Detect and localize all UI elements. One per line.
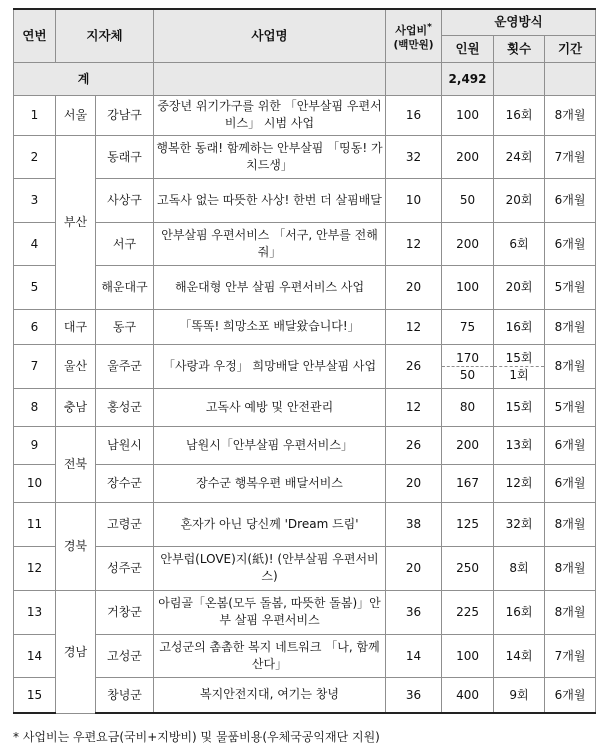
row-period: 5개월 xyxy=(545,388,596,426)
total-label: 계 xyxy=(14,62,154,95)
row-province: 경남 xyxy=(56,590,96,713)
row-people: 200 xyxy=(442,222,494,265)
row-province: 서울 xyxy=(56,95,96,135)
row-count: 15회 xyxy=(494,388,545,426)
row-no: 10 xyxy=(14,464,56,502)
row-budget: 32 xyxy=(386,135,442,178)
row-period: 7개월 xyxy=(545,135,596,178)
row-province: 울산 xyxy=(56,344,96,388)
table-row xyxy=(14,309,596,344)
col-header-no: 연번 xyxy=(14,9,56,62)
row-city: 해운대구 xyxy=(96,265,154,309)
row-budget: 16 xyxy=(386,95,442,135)
row-city: 사상구 xyxy=(96,178,154,222)
row-province: 부산 xyxy=(56,135,96,309)
row-city: 동구 xyxy=(96,309,154,344)
row-project: 고독사 없는 따뜻한 사상! 한번 더 살핌배달 xyxy=(154,178,386,222)
total-count xyxy=(494,62,545,95)
row-province: 경북 xyxy=(56,502,96,590)
table-row xyxy=(14,502,596,546)
row-project: 아림골「온봄(모두 돌봄, 따뜻한 돌봄)」안부 살핌 우편서비스 xyxy=(154,590,386,634)
row-budget: 14 xyxy=(386,634,442,677)
row-people-split xyxy=(442,344,494,388)
row-people: 400 xyxy=(442,677,494,713)
row-project: 「똑똑! 희망소포 배달왔습니다!」 xyxy=(154,309,386,344)
row-people: 167 xyxy=(442,464,494,502)
col-header-count: 횟수 xyxy=(494,35,545,62)
row-people: 200 xyxy=(442,135,494,178)
row-period: 6개월 xyxy=(545,178,596,222)
row-period: 8개월 xyxy=(545,590,596,634)
table-row xyxy=(14,464,596,502)
row-budget: 20 xyxy=(386,464,442,502)
row-people: 80 xyxy=(442,388,494,426)
row-count: 16회 xyxy=(494,309,545,344)
row-budget: 38 xyxy=(386,502,442,546)
row-people: 170 xyxy=(456,350,479,365)
table-row xyxy=(14,388,596,426)
row-people: 125 xyxy=(442,502,494,546)
row-city: 고성군 xyxy=(96,634,154,677)
table-row xyxy=(14,265,596,309)
col-header-project: 사업명 xyxy=(154,9,386,62)
row-project: 행복한 동래! 함께하는 안부살핌 「띵동! 가치드생」 xyxy=(154,135,386,178)
row-project: 혼자가 아닌 당신께 'Dream 드림' xyxy=(154,502,386,546)
row-people: 75 xyxy=(442,309,494,344)
row-period: 8개월 xyxy=(545,309,596,344)
budget-label: 사업비* xyxy=(395,21,432,37)
row-count: 8회 xyxy=(494,546,545,590)
total-period xyxy=(545,62,596,95)
row-province: 전북 xyxy=(56,426,96,502)
row-period: 8개월 xyxy=(545,546,596,590)
table-row xyxy=(14,546,596,590)
row-project: 남원시「안부살핌 우편서비스」 xyxy=(154,426,386,464)
row-count: 14회 xyxy=(494,634,545,677)
table-row xyxy=(14,344,596,388)
budget-unit: (백만원) xyxy=(393,38,434,51)
row-people: 100 xyxy=(442,95,494,135)
row-count: 9회 xyxy=(494,677,545,713)
row-no: 8 xyxy=(14,388,56,426)
row-count: 20회 xyxy=(494,178,545,222)
col-header-region: 지자체 xyxy=(56,9,154,62)
row-count: 16회 xyxy=(494,590,545,634)
row-no: 5 xyxy=(14,265,56,309)
row-period: 6개월 xyxy=(545,677,596,713)
row-period: 7개월 xyxy=(545,634,596,677)
row-city: 거창군 xyxy=(96,590,154,634)
row-no: 13 xyxy=(14,590,56,634)
row-budget: 36 xyxy=(386,677,442,713)
row-count: 16회 xyxy=(494,95,545,135)
table-row xyxy=(14,590,596,634)
row-no: 14 xyxy=(14,634,56,677)
row-no: 4 xyxy=(14,222,56,265)
row-project: 안부살핌 우편서비스 「서구, 안부를 전해줘」 xyxy=(154,222,386,265)
row-count: 13회 xyxy=(494,426,545,464)
row-count: 12회 xyxy=(494,464,545,502)
row-budget: 12 xyxy=(386,222,442,265)
row-no: 9 xyxy=(14,426,56,464)
row-people: 100 xyxy=(442,265,494,309)
row-province: 충남 xyxy=(56,388,96,426)
table-row xyxy=(14,135,596,178)
table-row xyxy=(14,178,596,222)
row-no: 12 xyxy=(14,546,56,590)
row-budget: 36 xyxy=(386,590,442,634)
row-project: 장수군 행복우편 배달서비스 xyxy=(154,464,386,502)
table-row xyxy=(14,634,596,677)
col-header-budget xyxy=(386,9,442,62)
total-project xyxy=(154,62,386,95)
table-row xyxy=(14,95,596,135)
row-project: 고독사 예방 및 안전관리 xyxy=(154,388,386,426)
row-project: 「사랑과 우정」 희망배달 안부살핌 사업 xyxy=(154,344,386,388)
row-budget: 12 xyxy=(386,309,442,344)
footnote: * 사업비는 우편요금(국비+지방비) 및 물품비용(우체국공익재단 지원) xyxy=(13,730,380,744)
row-city: 홍성군 xyxy=(96,388,154,426)
row-city: 성주군 xyxy=(96,546,154,590)
row-project: 해운대형 안부 살핌 우편서비스 사업 xyxy=(154,265,386,309)
row-no: 3 xyxy=(14,178,56,222)
row-count: 15회 xyxy=(505,350,533,365)
row-period: 8개월 xyxy=(545,95,596,135)
row-city: 장수군 xyxy=(96,464,154,502)
row-no: 7 xyxy=(14,344,56,388)
row-period: 5개월 xyxy=(545,265,596,309)
row-no: 11 xyxy=(14,502,56,546)
row-city: 강남구 xyxy=(96,95,154,135)
row-no: 1 xyxy=(14,95,56,135)
row-people-2: 50 xyxy=(442,366,493,383)
row-count-2: 1회 xyxy=(494,366,544,383)
total-people: 2,492 xyxy=(442,62,494,95)
row-count: 20회 xyxy=(494,265,545,309)
row-no: 15 xyxy=(14,677,56,713)
row-project: 고성군의 촘촘한 복지 네트워크 「나, 함께 산다」 xyxy=(154,634,386,677)
row-count: 24회 xyxy=(494,135,545,178)
table-row xyxy=(14,677,596,713)
table-row xyxy=(14,222,596,265)
row-city: 서구 xyxy=(96,222,154,265)
row-budget: 10 xyxy=(386,178,442,222)
row-period: 8개월 xyxy=(545,344,596,388)
program-table xyxy=(13,8,596,714)
row-people: 50 xyxy=(442,178,494,222)
row-budget: 20 xyxy=(386,265,442,309)
row-no: 6 xyxy=(14,309,56,344)
row-budget: 20 xyxy=(386,546,442,590)
row-project: 복지안전지대, 여기는 창녕 xyxy=(154,677,386,713)
row-count: 6회 xyxy=(494,222,545,265)
col-header-period: 기간 xyxy=(545,35,596,62)
row-budget: 26 xyxy=(386,426,442,464)
total-row xyxy=(14,62,596,95)
row-period: 6개월 xyxy=(545,222,596,265)
row-period: 8개월 xyxy=(545,502,596,546)
row-people: 225 xyxy=(442,590,494,634)
row-city: 고령군 xyxy=(96,502,154,546)
row-budget: 12 xyxy=(386,388,442,426)
row-city: 울주군 xyxy=(96,344,154,388)
row-count-split xyxy=(494,344,545,388)
table-row xyxy=(14,426,596,464)
row-city: 동래구 xyxy=(96,135,154,178)
row-city: 남원시 xyxy=(96,426,154,464)
row-period: 6개월 xyxy=(545,464,596,502)
row-people: 100 xyxy=(442,634,494,677)
col-header-operation: 운영방식 xyxy=(442,9,596,35)
row-project: 안부럽(LOVE)지(紙)! (안부살핌 우편서비스) xyxy=(154,546,386,590)
row-people: 200 xyxy=(442,426,494,464)
row-budget: 26 xyxy=(386,344,442,388)
row-province: 대구 xyxy=(56,309,96,344)
row-project: 중장년 위기가구를 위한 「안부살핌 우편서비스」 시범 사업 xyxy=(154,95,386,135)
row-period: 6개월 xyxy=(545,426,596,464)
row-city: 창녕군 xyxy=(96,677,154,713)
row-count: 32회 xyxy=(494,502,545,546)
col-header-people: 인원 xyxy=(442,35,494,62)
total-budget xyxy=(386,62,442,95)
row-no: 2 xyxy=(14,135,56,178)
row-people: 250 xyxy=(442,546,494,590)
